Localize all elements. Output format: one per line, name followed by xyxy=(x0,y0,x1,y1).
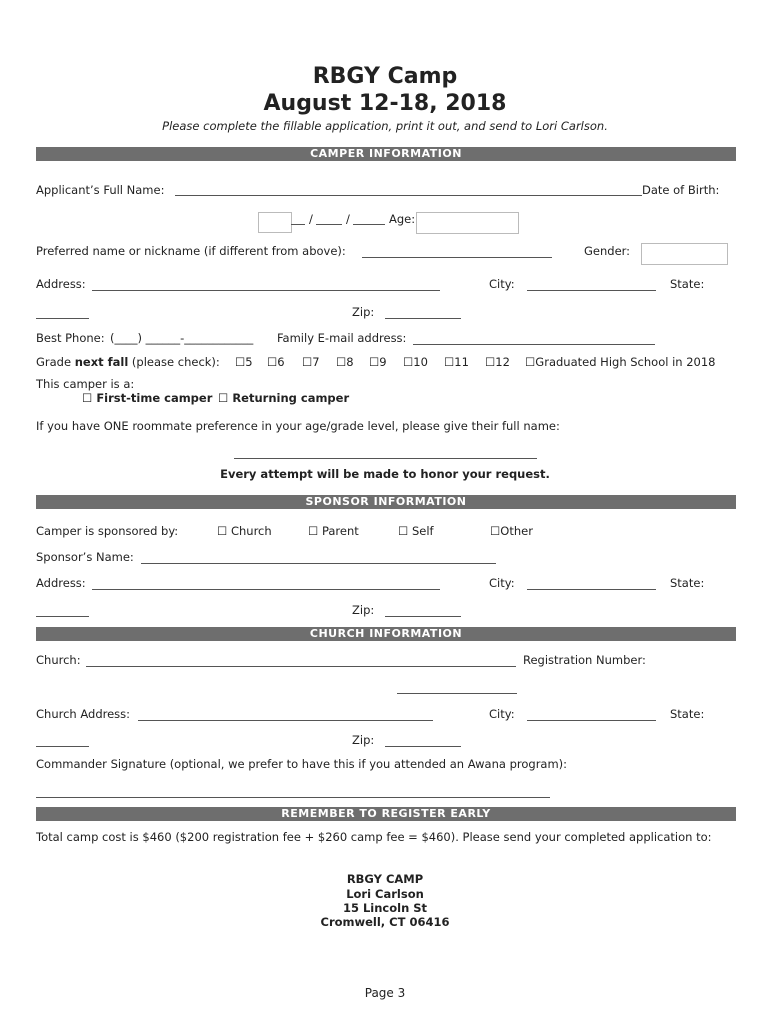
sponsor-church-checkbox[interactable]: ☐ Church xyxy=(217,524,272,538)
sponsor-city-field[interactable] xyxy=(527,589,656,590)
grade-option[interactable]: ☐12 xyxy=(485,355,510,369)
state-field[interactable] xyxy=(36,318,89,319)
camper-section-header: CAMPER INFORMATION xyxy=(36,147,736,161)
mail-address-line: Cromwell, CT 06416 xyxy=(320,915,450,929)
grade-option[interactable]: ☐5 xyxy=(235,355,253,369)
dob-day-field[interactable] xyxy=(316,224,342,225)
church-state-label: State: xyxy=(670,707,705,721)
grade-option[interactable]: ☐7 xyxy=(302,355,320,369)
grade-option-graduated[interactable]: ☐Graduated High School in 2018 xyxy=(525,355,716,369)
sponsor-state-label: State: xyxy=(670,576,705,590)
grade-prefix: Grade xyxy=(36,355,75,369)
mail-address-line: 15 Lincoln St xyxy=(342,901,428,915)
church-zip-field[interactable] xyxy=(385,746,461,747)
church-field[interactable] xyxy=(86,666,516,667)
full-name-label: Applicant’s Full Name: xyxy=(36,183,165,197)
church-state-field[interactable] xyxy=(36,746,89,747)
dob-separator-1: / xyxy=(309,212,313,226)
first-time-camper-checkbox[interactable]: ☐ First-time camper xyxy=(82,391,213,405)
sponsor-self-checkbox[interactable]: ☐ Self xyxy=(398,524,434,538)
sponsor-city-label: City: xyxy=(489,576,515,590)
phone-field[interactable]: (____) ______-____________ xyxy=(110,331,254,345)
dob-year-field[interactable] xyxy=(353,224,385,225)
dob-month-field[interactable] xyxy=(258,212,292,233)
address-label: Address: xyxy=(36,277,86,291)
instruction-text: Please complete the fillable application, print it out, and send to Lori Carlson. xyxy=(162,119,608,133)
zip-label: Zip: xyxy=(352,305,375,319)
sponsor-address-label: Address: xyxy=(36,576,86,590)
gender-label: Gender: xyxy=(584,244,631,258)
address-field[interactable] xyxy=(92,290,440,291)
nickname-label: Preferred name or nickname (if different from above): xyxy=(36,244,346,258)
mail-address-line: Lori Carlson xyxy=(346,887,424,901)
roommate-field[interactable] xyxy=(234,458,537,459)
grade-emphasis: next fall xyxy=(74,355,129,369)
family-email-label: Family E-mail address: xyxy=(277,331,407,345)
state-label: State: xyxy=(670,277,705,291)
sponsor-state-field[interactable] xyxy=(36,616,89,617)
camp-dates: August 12-18, 2018 xyxy=(263,91,507,116)
church-label: Church: xyxy=(36,653,81,667)
grade-option[interactable]: ☐10 xyxy=(403,355,428,369)
dob-month-underline xyxy=(291,224,305,225)
church-city-field[interactable] xyxy=(527,720,656,721)
full-name-field[interactable] xyxy=(175,195,642,196)
grade-label xyxy=(36,355,220,369)
city-label: City: xyxy=(489,277,515,291)
document-title: RBGY Camp xyxy=(312,64,458,89)
mail-address-line: RBGY CAMP xyxy=(346,872,424,886)
grade-option[interactable]: ☐9 xyxy=(369,355,387,369)
sponsor-address-field[interactable] xyxy=(92,589,440,590)
phone-label: Best Phone: xyxy=(36,331,105,345)
sponsored-by-label: Camper is sponsored by: xyxy=(36,524,179,538)
sponsor-zip-field[interactable] xyxy=(385,616,461,617)
sponsor-name-field[interactable] xyxy=(141,563,496,564)
page-number: Page 3 xyxy=(364,986,406,1000)
registration-number-label: Registration Number: xyxy=(523,653,646,667)
city-field[interactable] xyxy=(527,290,656,291)
cost-text: Total camp cost is $460 ($200 registration fee + $260 camp fee = $460). Please send your completed application to: xyxy=(36,830,712,844)
age-field[interactable] xyxy=(416,212,519,234)
commander-signature-field[interactable] xyxy=(36,797,550,798)
registration-number-field[interactable] xyxy=(397,693,517,694)
grade-suffix: (please check): xyxy=(128,355,220,369)
sponsor-section-header: SPONSOR INFORMATION xyxy=(36,495,736,509)
zip-field[interactable] xyxy=(385,318,461,319)
roommate-note: Every attempt will be made to honor your request. xyxy=(220,467,550,481)
camper-type-label: This camper is a: xyxy=(36,377,135,391)
gender-field[interactable] xyxy=(641,243,728,265)
roommate-label: If you have ONE roommate preference in your age/grade level, please give their full name: xyxy=(36,419,560,433)
nickname-field[interactable] xyxy=(362,257,552,258)
dob-separator-2: / xyxy=(346,212,350,226)
sponsor-parent-checkbox[interactable]: ☐ Parent xyxy=(308,524,359,538)
church-address-field[interactable] xyxy=(138,720,433,721)
sponsor-name-label: Sponsor’s Name: xyxy=(36,550,134,564)
church-city-label: City: xyxy=(489,707,515,721)
sponsor-zip-label: Zip: xyxy=(352,603,375,617)
grade-option[interactable]: ☐6 xyxy=(267,355,285,369)
commander-signature-label: Commander Signature (optional, we prefer to have this if you attended an Awana program): xyxy=(36,757,568,771)
family-email-field[interactable] xyxy=(413,344,655,345)
church-section-header: CHURCH INFORMATION xyxy=(36,627,736,641)
grade-option[interactable]: ☐11 xyxy=(444,355,469,369)
age-label: Age: xyxy=(389,212,416,226)
returning-camper-checkbox[interactable]: ☐ Returning camper xyxy=(218,391,350,405)
sponsor-other-checkbox[interactable]: ☐Other xyxy=(490,524,533,538)
dob-label: Date of Birth: xyxy=(642,183,720,197)
register-early-header: REMEMBER TO REGISTER EARLY xyxy=(36,807,736,821)
grade-option[interactable]: ☐8 xyxy=(336,355,354,369)
church-zip-label: Zip: xyxy=(352,733,375,747)
church-address-label: Church Address: xyxy=(36,707,131,721)
